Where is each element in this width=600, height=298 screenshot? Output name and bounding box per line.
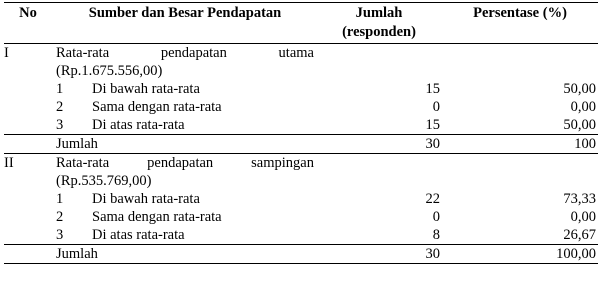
item-index: 2: [56, 99, 64, 115]
item-count: 0: [432, 99, 440, 115]
table-row: [4, 226, 598, 245]
item-index: 1: [56, 191, 64, 207]
item-index: 2: [56, 209, 64, 225]
item-label: Sama dengan rata-rata: [92, 99, 222, 115]
item-percent: 0,00: [570, 99, 596, 115]
table-row: [4, 208, 598, 226]
header-no: No: [19, 5, 37, 21]
table-row: [4, 80, 598, 98]
item-count: 0: [432, 209, 440, 225]
item-percent: 50,00: [563, 117, 596, 133]
header-percent: Persentase (%): [473, 5, 567, 21]
total-count: 30: [425, 246, 440, 262]
section-title-row: [4, 154, 598, 191]
table-header-row: [4, 3, 598, 44]
item-index: 1: [56, 81, 64, 97]
table-row: [4, 190, 598, 208]
section-title-line2: (Rp.535.769,00): [56, 173, 152, 189]
table-row: [4, 116, 598, 135]
item-label: Di atas rata-rata: [92, 117, 185, 133]
item-percent: 26,67: [563, 227, 596, 243]
header-count-line1: Jumlah: [355, 5, 403, 21]
header-count: [316, 3, 442, 44]
income-table: [4, 2, 598, 264]
section-title-row: [4, 44, 598, 81]
total-row: [4, 135, 598, 154]
total-label: Jumlah: [56, 246, 98, 262]
item-count: 8: [432, 227, 440, 243]
table-row: [4, 98, 598, 116]
item-label: Di bawah rata-rata: [92, 191, 200, 207]
section-number: II: [4, 155, 14, 171]
section-title: [54, 154, 316, 191]
section-title-line2: (Rp.1.675.556,00): [56, 63, 163, 79]
item-label: Sama dengan rata-rata: [92, 209, 222, 225]
section-title: [54, 44, 316, 81]
item-count: 15: [425, 117, 440, 133]
total-row: [4, 245, 598, 264]
item-count: 15: [425, 81, 440, 97]
item-percent: 50,00: [563, 81, 596, 97]
item-label: Di atas rata-rata: [92, 227, 185, 243]
total-percent: 100: [574, 136, 596, 152]
item-percent: 0,00: [570, 209, 596, 225]
section-number: I: [4, 45, 9, 61]
header-source: Sumber dan Besar Pendapatan: [88, 5, 282, 21]
section-title-line1: Rata-rata pendapatan sampingan: [56, 155, 314, 171]
total-count: 30: [425, 136, 440, 152]
item-percent: 73,33: [563, 191, 596, 207]
item-count: 22: [425, 191, 440, 207]
total-percent: 100,00: [556, 246, 596, 262]
item-index: 3: [56, 117, 64, 133]
item-label: Di bawah rata-rata: [92, 81, 200, 97]
item-index: 3: [56, 227, 64, 243]
total-label: Jumlah: [56, 136, 98, 152]
section-title-line1: Rata-rata pendapatan utama: [56, 45, 314, 61]
header-count-line2: (responden): [342, 24, 416, 40]
